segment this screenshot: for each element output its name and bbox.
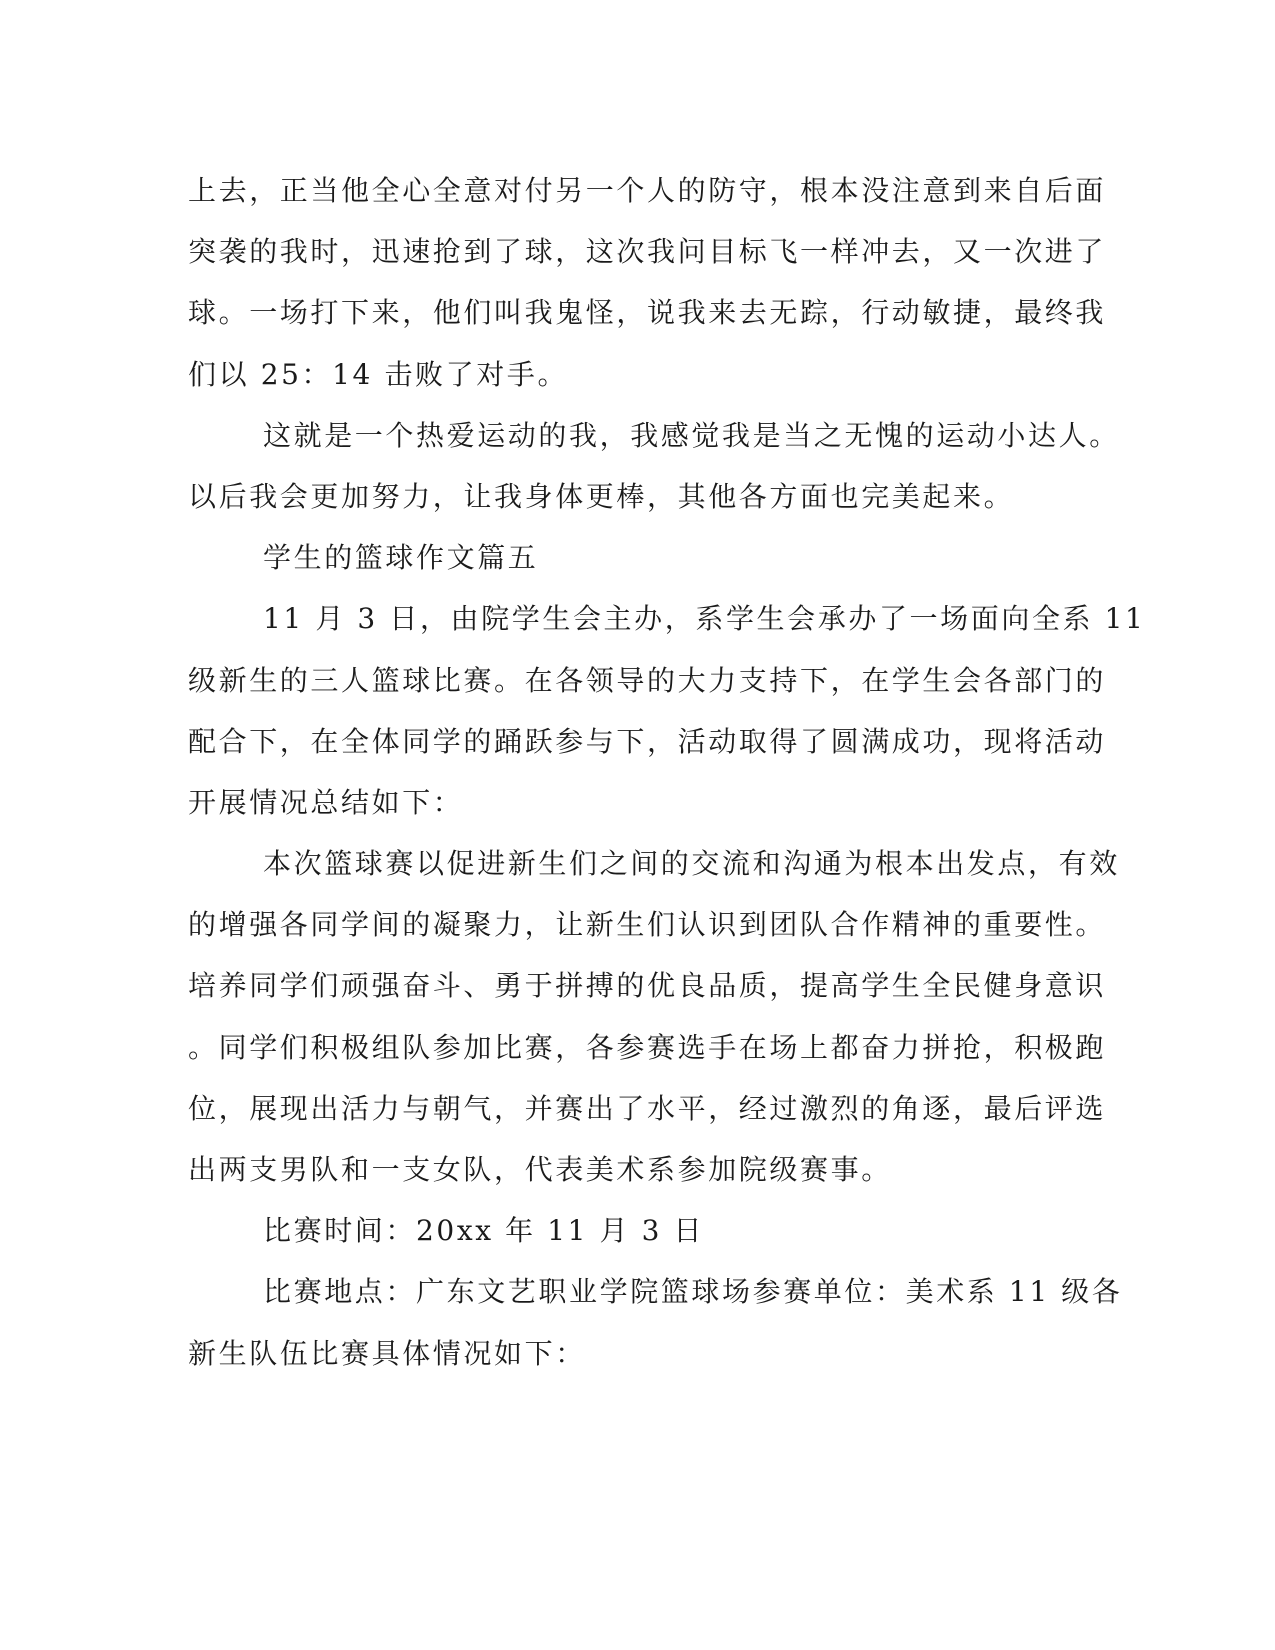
text-line: 开展情况总结如下：	[188, 785, 464, 819]
text-line: 11 月 3 日，由院学生会主办，系学生会承办了一场面向全系 11	[263, 602, 1146, 636]
text-line: 培养同学们顽强奋斗、勇于拼搏的优良品质，提高学生全民健身意识	[188, 969, 1107, 1003]
text-line: 级新生的三人篮球比赛。在各领导的大力支持下，在学生会各部门的	[188, 663, 1107, 697]
text-line: 比赛时间：20xx 年 11 月 3 日	[263, 1214, 705, 1248]
text-line: 本次篮球赛以促进新生们之间的交流和沟通为根本出发点，有效	[263, 847, 1120, 881]
text-line: 突袭的我时，迅速抢到了球，这次我问目标飞一样冲去，又一次进了	[188, 235, 1107, 269]
document-body	[188, 160, 1146, 1384]
text-line: 球。一场打下来，他们叫我鬼怪，说我来去无踪，行动敏捷，最终我	[188, 296, 1107, 330]
text-line: 这就是一个热爱运动的我，我感觉我是当之无愧的运动小达人。	[263, 418, 1120, 452]
text-line: 位，展现出活力与朝气，并赛出了水平，经过激烈的角逐，最后评选	[188, 1091, 1107, 1125]
text-line: 们以 25：14 击败了对手。	[188, 357, 569, 391]
text-line: 配合下，在全体同学的踊跃参与下，活动取得了圆满成功，现将活动	[188, 724, 1107, 758]
text-line: 比赛地点：广东文艺职业学院篮球场参赛单位：美术系 11 级各	[263, 1275, 1123, 1309]
text-line: 新生队伍比赛具体情况如下：	[188, 1336, 586, 1370]
text-line: 出两支男队和一支女队，代表美术系参加院级赛事。	[188, 1153, 892, 1186]
text-line: 上去，正当他全心全意对付另一个人的防守，根本没注意到来自后面	[188, 174, 1107, 207]
section-heading: 学生的篮球作文篇五	[263, 541, 539, 575]
text-line: 的增强各同学间的凝聚力，让新生们认识到团队合作精神的重要性。	[188, 908, 1107, 942]
text-line: 。同学们积极组队参加比赛，各参赛选手在场上都奋力拼抢，积极跑	[188, 1030, 1107, 1064]
text-line: 以后我会更加努力，让我身体更棒，其他各方面也完美起来。	[188, 479, 1015, 513]
